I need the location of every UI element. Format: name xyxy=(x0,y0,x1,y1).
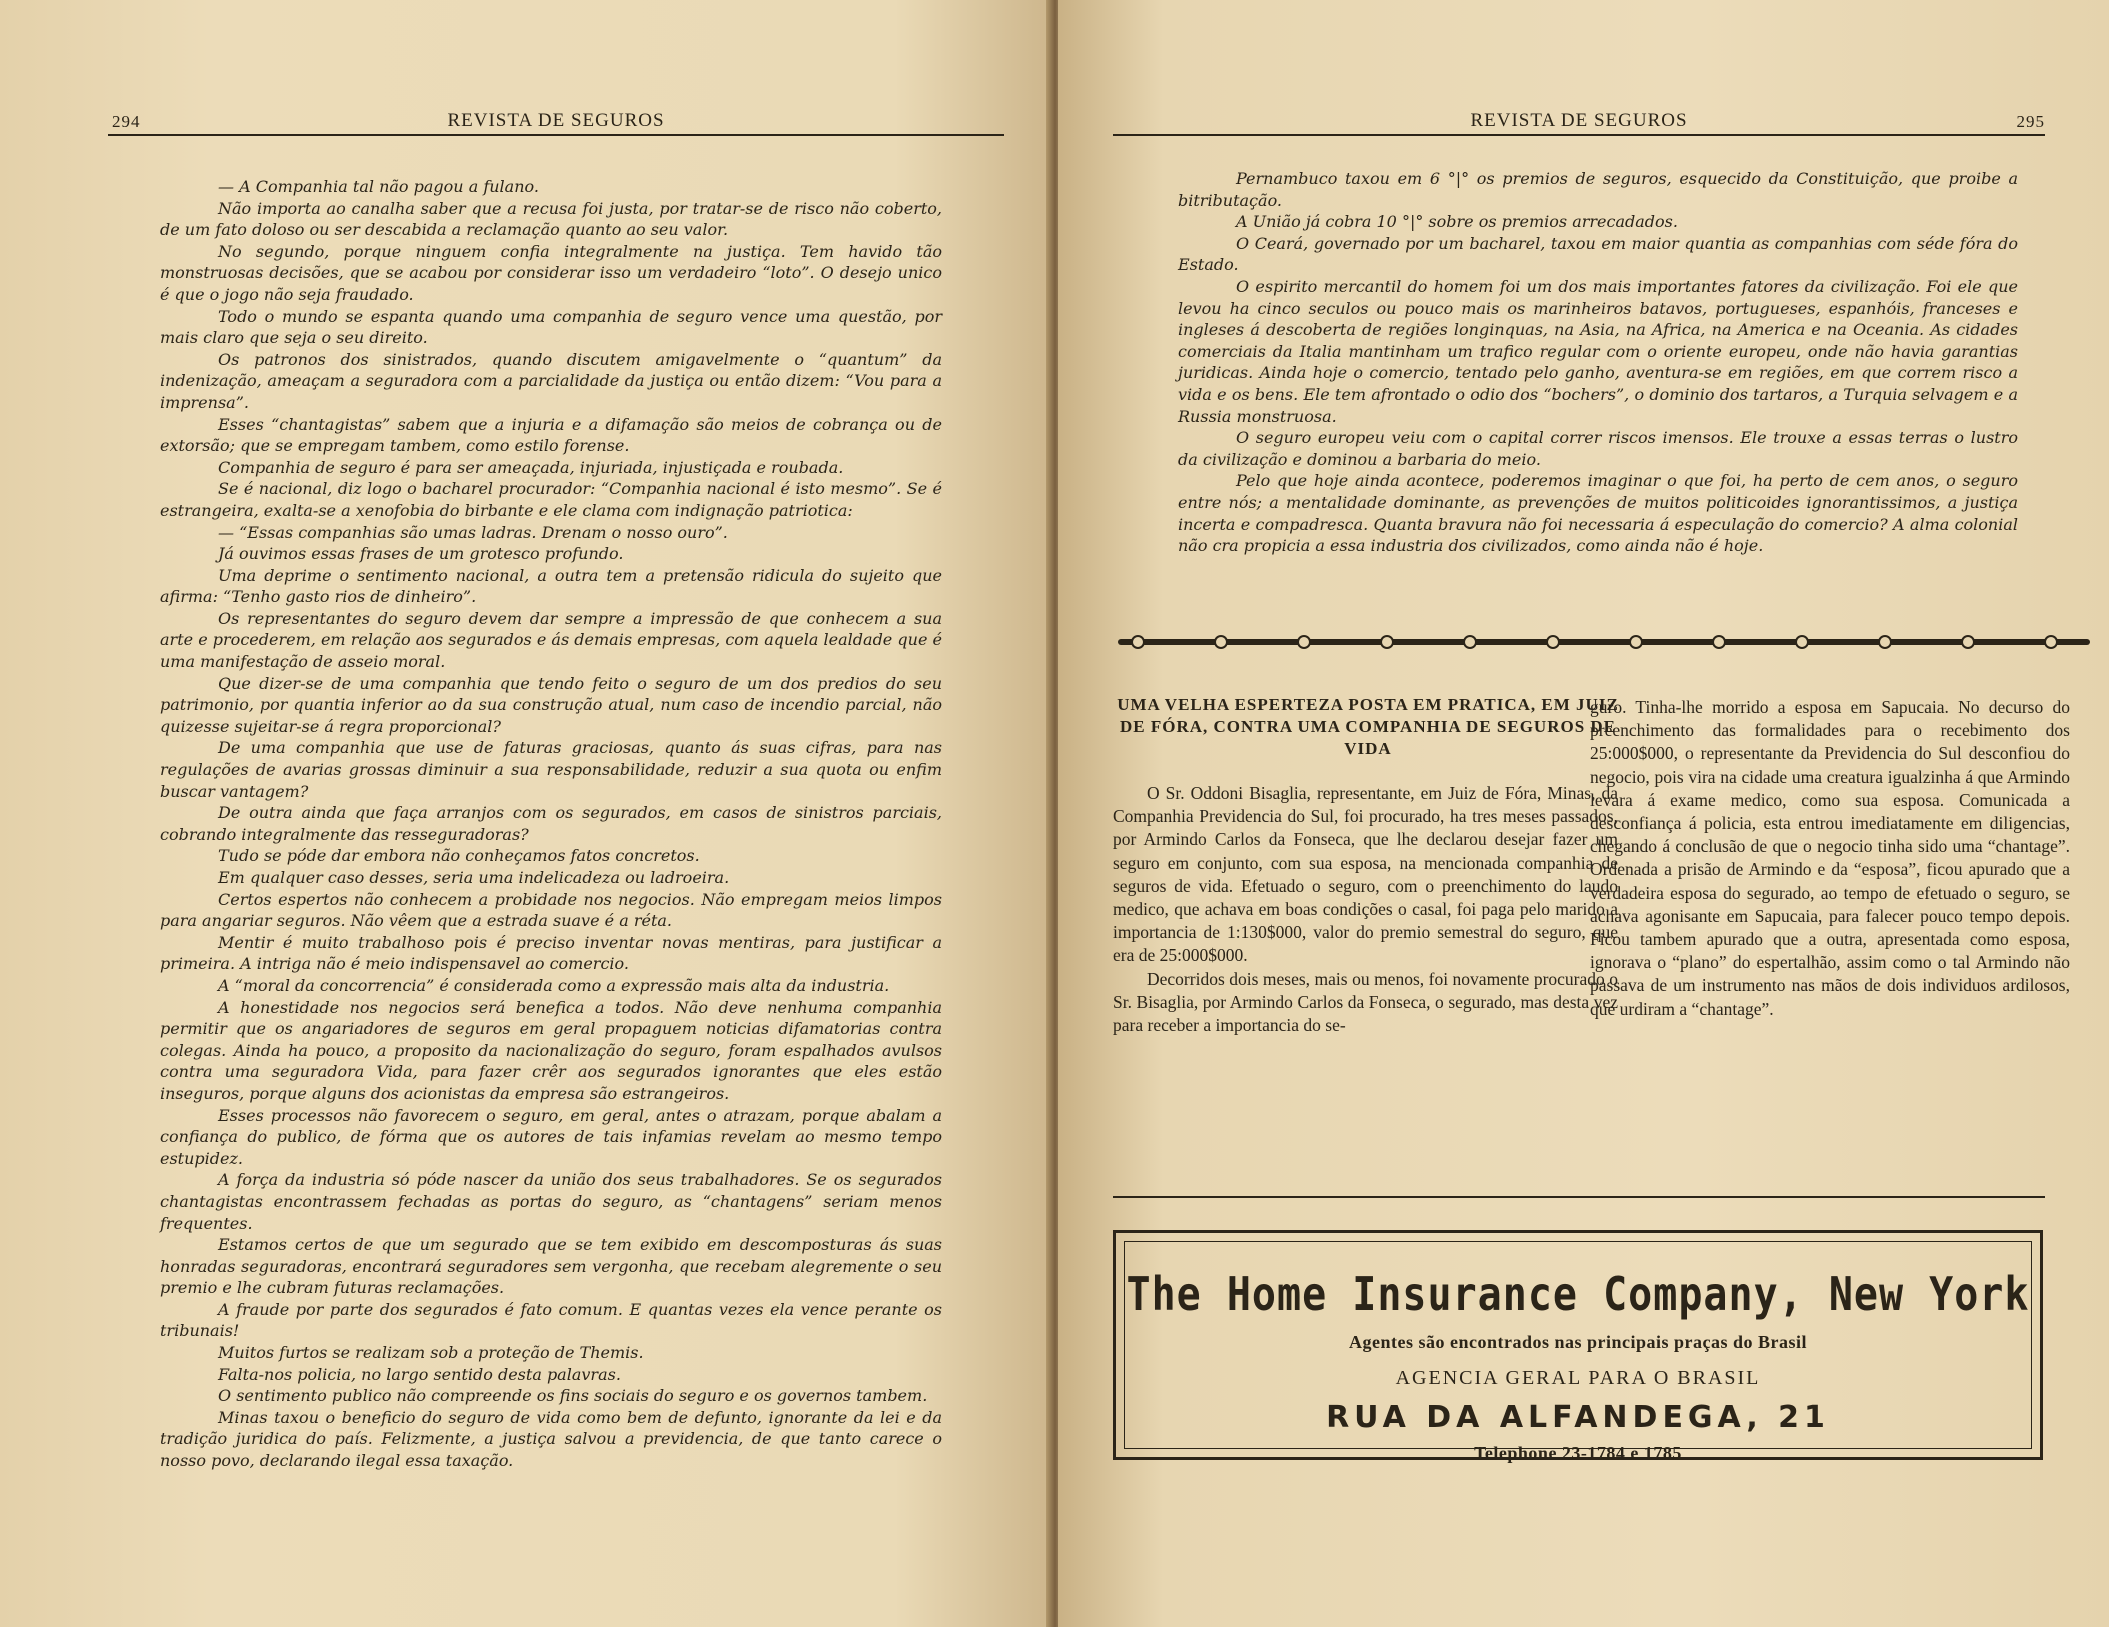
article-paragraph: guro. Tinha-lhe morrido a esposa em Sapucaia. No decurso do preenchimento das formalidades para o recebimento dos 25:000$000, o representante da Previdencia do Sul desconfiou do negocio, pois vira na cidade uma creatura igualzinha á que Armindo levara á exame medico, como sua esposa. Comunicada a desconfiança á policia, esta entrou imediatamente em diligencias, chegando á conclusão de que o negocio tinha sido uma “chantage”. Ordenada a prisão de Armindo e da “esposa”, ficou apurado que a verdadeira esposa do segurado, ao tempo de efetuado o seguro, se achava agonisante em Sapucaia, para falecer pouco tempo depois. Ficou tambem apurado que a outra, apresentada como esposa, ignorava o “plano” do espertalhão, assim como o tal Armindo não passava de um instrumento nas mãos de dois individuos ardilosos, que urdiram a “chantage”. xyxy=(1590,697,2070,1019)
text-paragraph: — A Companhia tal não pagou a fulano. xyxy=(218,177,539,196)
divider-ring xyxy=(1879,636,1891,648)
text-paragraph: A União já cobra 10 °|° sobre os premios arrecadados. xyxy=(1236,212,1678,232)
text-paragraph: O seguro europeu veiu com o capital correr riscos imensos. Ele trouxe a essas terras o lustro da civilização e dominou a barbaria do meio. xyxy=(1178,428,2018,469)
right-page-header xyxy=(1113,110,2045,136)
divider-ring xyxy=(2045,636,2057,648)
divider-ring xyxy=(1464,636,1476,648)
article-column-2 xyxy=(1590,696,2070,1021)
running-title: REVISTA DE SEGUROS xyxy=(1470,110,1688,131)
divider-ring xyxy=(1381,636,1393,648)
text-paragraph: Em qualquer caso desses, seria uma indelicadeza ou ladroeira. xyxy=(218,868,730,887)
text-paragraph: Muitos furtos se realizam sob a proteção de Themis. xyxy=(218,1343,644,1363)
text-paragraph: Os representantes do seguro devem dar sempre a impressão de que conhecem a sua arte e procederem, em relação aos segurados e ás demais empresas, com aquela lealdade que é uma manifestação de asseio moral. xyxy=(160,608,942,672)
left-article-text xyxy=(160,176,942,1472)
left-page-header xyxy=(108,110,1004,136)
text-paragraph: Não importa ao canalha saber que a recusa foi justa, por tratar-se de risco não coberto, de um fato doloso ou ser descabida a reclamação quanto ao seu valor. xyxy=(160,198,942,240)
text-paragraph: Se é nacional, diz logo o bacharel procurador: “Companhia nacional é isto mesmo”. Se é estrangeira, exalta-se a xenofobia do birbante e ele clama com indignação patriotica: xyxy=(160,479,942,520)
divider-ring xyxy=(1132,636,1144,648)
page-number: 294 xyxy=(112,112,141,131)
text-paragraph: De uma companhia que use de faturas graciosas, quanto ás suas cifras, para nas regulações de avarias grossas diminuir a sua responsabilidade, reduzir a sua quota ou enfim buscar vantagem? xyxy=(160,738,942,801)
ornamental-divider xyxy=(1118,633,2090,651)
ad-agency-line: AGENCIA GERAL PARA O BRASIL xyxy=(1395,1367,1761,1389)
ad-company-name: The Home Insurance Company, New York xyxy=(1126,1268,2030,1322)
article-column-1 xyxy=(1113,782,1618,1037)
divider-ring xyxy=(1713,636,1725,648)
text-paragraph: Todo o mundo se espanta quando uma companhia de seguro vence uma questão, por mais claro que seja o seu direito. xyxy=(160,306,942,348)
article-title: UMA VELHA ESPERTEZA POSTA EM PRATICA, EM JUIZ DE FÓRA, CONTRA UMA COMPANHIA DE SEGUROS DE VIDA xyxy=(1117,695,1619,758)
text-paragraph: A força da industria só póde nascer da união dos seus trabalhadores. Se os segurados chantagistas encontrassem fechadas as portas do seguro, as “chantagens” seriam menos frequentes. xyxy=(160,1170,942,1233)
page-number: 295 xyxy=(2016,112,2045,131)
section-rule xyxy=(1113,1196,2045,1198)
text-paragraph: A “moral da concorrencia” é considerada como a expressão mais alta da industria. xyxy=(218,975,890,995)
right-page xyxy=(1058,0,2109,1627)
ad-agents-line: Agentes são encontrados nas principais praças do Brasil xyxy=(1348,1332,1808,1352)
ad-street-address: RUA DA ALFANDEGA, 21 xyxy=(1326,1400,1830,1435)
text-paragraph: Esses processos não favorecem o seguro, em geral, antes o atrazam, porque abalam a confiança do publico, de fórma que os autores de tais infamias revelam ao mesmo tempo estupidez. xyxy=(160,1105,942,1168)
text-paragraph: Pernambuco taxou em 6 °|° os premios de seguros, esquecido da Constituição, que proibe a bitributação. xyxy=(1178,169,2018,210)
text-paragraph: De outra ainda que faça arranjos com os segurados, em casos de sinistros parciais, cobrando integralmente das resseguradoras? xyxy=(160,803,942,844)
advertisement-box xyxy=(1113,1230,2043,1463)
text-paragraph: Uma deprime o sentimento nacional, a outra tem a pretensão ridicula do sujeito que afirma: “Tenho gasto rios de dinheiro”. xyxy=(160,565,942,607)
divider-ring xyxy=(1547,636,1559,648)
divider-ring xyxy=(1796,636,1808,648)
text-paragraph: Tudo se póde dar embora não conheçamos fatos concretos. xyxy=(218,846,700,866)
text-paragraph: O Ceará, governado por um bacharel, taxou em maior quantia as companhias com séde fóra do Estado. xyxy=(1178,233,2018,275)
divider-ring xyxy=(1215,636,1227,648)
text-paragraph: O sentimento publico não compreende os fins sociais do seguro e os governos tambem. xyxy=(218,1386,928,1406)
text-paragraph: Companhia de seguro é para ser ameaçada, injuriada, injustiçada e roubada. xyxy=(218,457,844,477)
article-paragraph: O Sr. Oddoni Bisaglia, representante, em Juiz de Fóra, Minas, da Companhia Previdencia do Sul, foi procurado, ha tres meses passados, por Armindo Carlos da Fonseca, que lhe declarou desejar fazer um seguro em conjunto, com sua esposa, na mencionada companhia de seguros de vida. Efetuado o seguro, com o preenchimento do laudo medico, que achava em boas condições o casal, foi paga pelo marido a importancia de 1:130$000, valor do premio semestral do seguro, que era de 25:000$000. xyxy=(1113,783,1618,966)
divider-ring xyxy=(1962,636,1974,648)
advertisement-inner-frame xyxy=(1124,1241,2032,1463)
text-paragraph: No segundo, porque ninguem confia integralmente na justiça. Tem havido tão monstruosas decisões, que se acabou por considerar isso um verdadeiro “loto”. O desejo unico é que o jogo não seja fraudado. xyxy=(160,241,942,304)
text-paragraph: Mentir é muito trabalhoso pois é preciso inventar novas mentiras, para justificar a primeira. A intriga não é meio indispensavel ao comercio. xyxy=(160,932,942,974)
ad-telephone: Telephone 23-1784 e 1785 xyxy=(1474,1443,1682,1463)
running-title: REVISTA DE SEGUROS xyxy=(447,110,665,131)
divider-ring xyxy=(1630,636,1642,648)
text-paragraph: Esses “chantagistas” sabem que a injuria e a difamação são meios de cobrança ou de extorsão; que se empregam tambem, como estilo forense. xyxy=(160,414,942,456)
text-paragraph: A fraude por parte dos segurados é fato comum. E quantas vezes ela vence perante os tribunais! xyxy=(160,1299,942,1341)
text-paragraph: O espirito mercantil do homem foi um dos mais importantes fatores da civilização. Foi ele que levou ha cinco seculos ou pouco mais os marinheiros batavos, portugueses, espanhóis, franceses e ingleses á descoberta de regiões longinquas, na Asia, na Africa, na America e na Oceania. As cidades comerciais da Italia mantinham um trafico regular com o oriente europeu, onde não havia garantias juridicas. Ainda hoje o comercio, tentado pelo ganho, aventura-se em regiões, em que correm risco a vida e os bens. Ele tem afrontado o odio dos “bochers”, o dominio dos tartaros, a Turquia selvagem e a Russia monstruosa. xyxy=(1178,276,2018,426)
divider-ring xyxy=(1298,636,1310,648)
text-paragraph: Estamos certos de que um segurado que se tem exibido em descomposturas ás suas honradas seguradoras, encontrará seguradores sem vergonha, que recebam alegremente o seu premio e lhe cubram futuras reclamações. xyxy=(160,1235,942,1298)
text-paragraph: Pelo que hoje ainda acontece, poderemos imaginar o que foi, ha perto de cem anos, o seguro entre nós; a mentalidade dominante, as prevenções de muitos politicoides ignorantissimos, a justiça incerta e compadresca. Quanta bravura não foi necessaria á especulação do comercio? A alma colonial não cra propicia a essa industria dos civilizados, como ainda não é hoje. xyxy=(1178,471,2018,556)
text-paragraph: Certos espertos não conhecem a probidade nos negocios. Não empregam meios limpos para angariar seguros. Não vêem que a estrada suave é a réta. xyxy=(160,889,942,931)
text-paragraph: — “Essas companhias são umas ladras. Drenam o nosso ouro”. xyxy=(218,522,728,542)
left-page xyxy=(0,0,1052,1627)
article-paragraph: Decorridos dois meses, mais ou menos, foi novamente procurado o Sr. Bisaglia, por Armindo Carlos da Fonseca, o segurado, mas desta vez para receber a importancia do se- xyxy=(1113,968,1618,1036)
text-paragraph: Falta-nos policia, no largo sentido desta palavras. xyxy=(218,1364,621,1384)
text-paragraph: Minas taxou o beneficio do seguro de vida como bem de defunto, ignorante da lei e da tradição juridica do país. Felizmente, a justiça salvou a previdencia, de que tanto carece o nosso povo, declarando ilegal essa taxação. xyxy=(160,1407,942,1471)
text-paragraph: A honestidade nos negocios será benefica a todos. Não deve nenhuma companhia permitir que os angariadores de seguros em geral propaguem noticias difamatorias contra colegas. Ainda ha pouco, a proposito da nacionalização do seguro, foram espalhados avulsos contra uma seguradora Vida, para fazer crêr aos segurados ignorantes que eles estão inseguros, porque alguns dos acionistas da empresa são estrangeiros. xyxy=(160,997,942,1103)
right-article-text xyxy=(1178,168,2018,557)
text-paragraph: Já ouvimos essas frases de um grotesco profundo. xyxy=(218,544,624,564)
text-paragraph: Os patronos dos sinistrados, quando discutem amigavelmente o “quantum” da indenização, ameaçam a seguradora com a parcialidade da justiça ou então dizem: “Vou para a imprensa”. xyxy=(160,349,942,412)
text-paragraph: Que dizer-se de uma companhia que tendo feito o seguro de um dos predios do seu patrimonio, por quantia inferior ao da sua construção atual, num caso de incendio parcial, não quizesse sujeitar-se á regra proporcional? xyxy=(160,673,942,736)
